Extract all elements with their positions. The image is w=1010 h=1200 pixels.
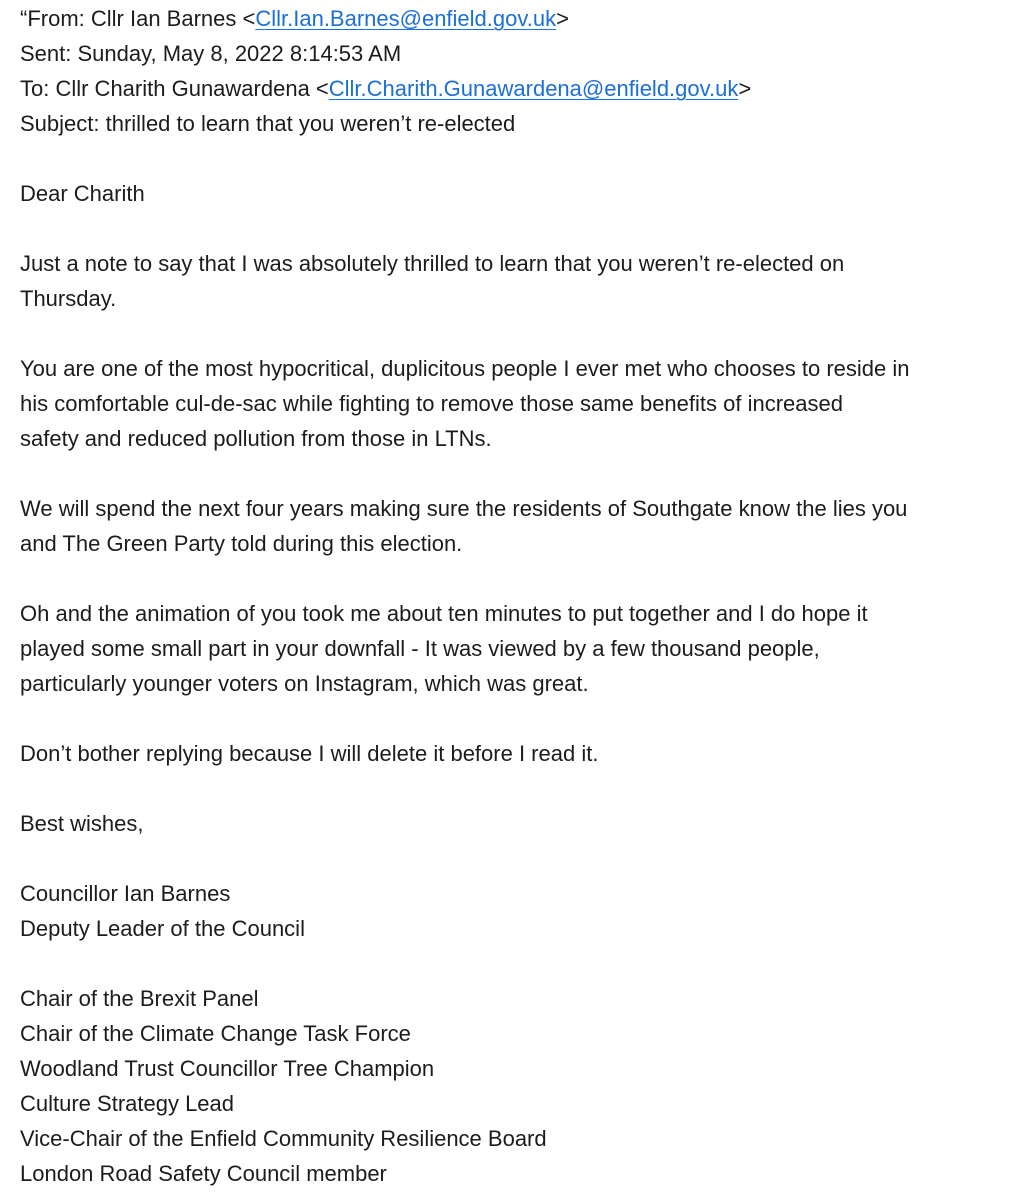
to-email-link[interactable]: Cllr.Charith.Gunawardena@enfield.gov.uk (328, 76, 739, 101)
body-paragraph-1 (20, 246, 1000, 316)
paragraph-line: We will spend the next four years making sure the residents of Southgate know the lies you (20, 496, 908, 521)
paragraph-line: and The Green Party told during this election. (20, 531, 463, 556)
signature-role: Chair of the Climate Change Task Force (20, 1021, 411, 1046)
spacer (20, 946, 1000, 981)
spacer (20, 316, 1000, 351)
from-line (20, 1, 1000, 36)
spacer (20, 771, 1000, 806)
from-suffix: > (556, 6, 569, 31)
spacer (20, 141, 1000, 176)
signoff: Best wishes, (20, 811, 144, 836)
spacer (20, 561, 1000, 596)
from-email-link[interactable]: Cllr.Ian.Barnes@enfield.gov.uk (255, 6, 557, 31)
body-paragraph-5: Don’t bother replying because I will delete it before I read it. (20, 741, 599, 766)
body-paragraph-2 (20, 351, 1000, 456)
paragraph-line: You are one of the most hypocritical, duplicitous people I ever met who chooses to reside in (20, 356, 910, 381)
spacer (20, 841, 1000, 876)
paragraph-line: played some small part in your downfall - It was viewed by a few thousand people, (20, 636, 820, 661)
signature-role: Culture Strategy Lead (20, 1091, 235, 1116)
paragraph-line: Thursday. (20, 286, 117, 311)
signature-title: Deputy Leader of the Council (20, 916, 305, 941)
signature-name: Councillor Ian Barnes (20, 881, 231, 906)
spacer (20, 456, 1000, 491)
paragraph-line: particularly younger voters on Instagram, which was great. (20, 671, 589, 696)
from-prefix: “From: Cllr Ian Barnes < (20, 6, 256, 31)
paragraph-line: Oh and the animation of you took me about ten minutes to put together and I do hope it (20, 601, 868, 626)
signature-role: Vice-Chair of the Enfield Community Resilience Board (20, 1126, 547, 1151)
to-line (20, 71, 1000, 106)
spacer (20, 701, 1000, 736)
sent-line: Sent: Sunday, May 8, 2022 8:14:53 AM (20, 41, 402, 66)
spacer (20, 211, 1000, 246)
subject-line: Subject: thrilled to learn that you weren’t re-elected (20, 111, 516, 136)
signature-role: London Road Safety Council member (20, 1161, 387, 1186)
paragraph-line: Just a note to say that I was absolutely thrilled to learn that you weren’t re-elected on (20, 251, 845, 276)
body-paragraph-4 (20, 596, 1000, 701)
signature-role: Woodland Trust Councillor Tree Champion (20, 1056, 435, 1081)
signature-role: Chair of the Brexit Panel (20, 986, 259, 1011)
paragraph-line: his comfortable cul-de-sac while fighting to remove those same benefits of increased (20, 391, 843, 416)
to-suffix: > (738, 76, 752, 101)
greeting: Dear Charith (20, 181, 145, 206)
body-paragraph-3 (20, 491, 1000, 561)
to-prefix: To: Cllr Charith Gunawardena < (20, 76, 329, 101)
email-document (20, 1, 1000, 1191)
paragraph-line: safety and reduced pollution from those in LTNs. (20, 426, 492, 451)
